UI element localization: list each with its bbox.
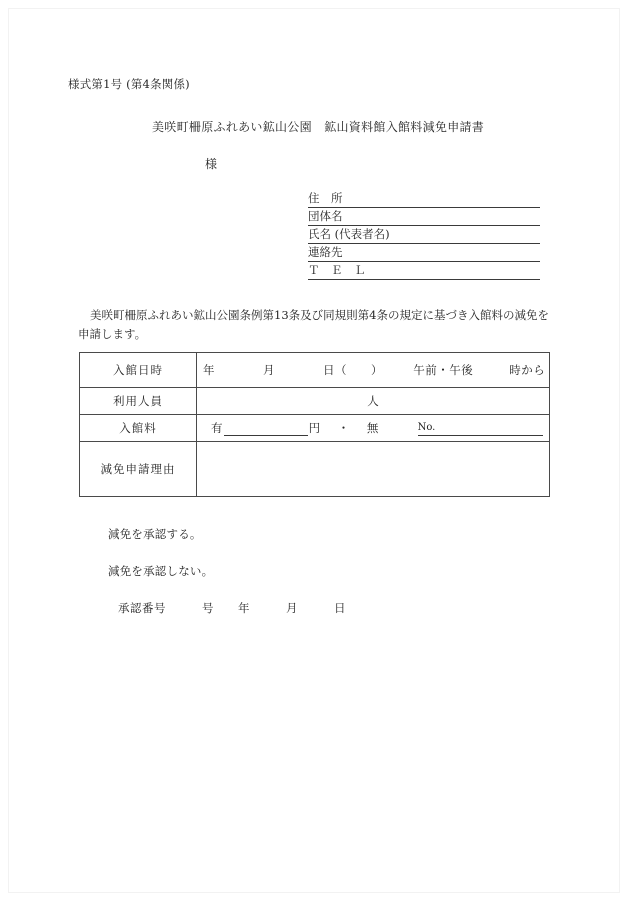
- value-admission-fee[interactable]: [197, 415, 550, 442]
- label-admission-fee: 入館料: [80, 415, 197, 442]
- applicant-fields: [308, 190, 540, 280]
- label-visitor-count: 利用人員: [80, 388, 197, 415]
- table-row-reason: [80, 442, 550, 497]
- approval-denied-text: 減免を承認しない。: [108, 564, 214, 578]
- receipt-number-blank[interactable]: [435, 422, 543, 436]
- field-row-tel[interactable]: [308, 262, 540, 280]
- label-visit-datetime: 入館日時: [80, 353, 197, 388]
- table-row-visitor-count: [80, 388, 550, 415]
- field-label-address: 住 所: [308, 191, 343, 205]
- document-title: 美咲町柵原ふれあい鉱山公園 鉱山資料館入館料減免申請書: [152, 120, 485, 134]
- approval-granted-text: 減免を承認する。: [108, 527, 202, 541]
- table-row-visit-datetime: [80, 353, 550, 388]
- field-row-name[interactable]: [308, 226, 540, 244]
- value-visitor-count[interactable]: [197, 388, 550, 415]
- field-row-address[interactable]: [308, 190, 540, 208]
- field-label-name: 氏名 (代表者名): [308, 227, 390, 241]
- application-statement: 美咲町柵原ふれあい鉱山公園条例第13条及び同規則第4条の規定に基づき入館料の減免を申請します。: [78, 308, 549, 341]
- field-row-organization[interactable]: [308, 208, 540, 226]
- field-row-contact[interactable]: [308, 244, 540, 262]
- field-label-contact: 連絡先: [308, 245, 343, 259]
- field-label-organization: 団体名: [308, 209, 343, 223]
- fee-no-label: 無: [366, 421, 379, 435]
- visitor-count-unit: 人: [367, 394, 379, 408]
- table-row-admission-fee: [80, 415, 550, 442]
- admission-fee-line: [203, 420, 543, 436]
- visit-datetime-text: 年 月 日（ ） 午前・午後 時から: [203, 363, 546, 377]
- value-reason[interactable]: [197, 442, 550, 497]
- label-reason: 減免申請理由: [80, 442, 197, 497]
- addressee-honorific: 様: [205, 157, 218, 171]
- application-table: [79, 352, 550, 497]
- fee-amount-blank[interactable]: [224, 422, 308, 436]
- approval-number-line: 承認番号 号 年 月 日: [118, 601, 346, 615]
- fee-separator: ・: [337, 421, 350, 435]
- field-label-tel: Ｔ Ｅ Ｌ: [308, 263, 366, 277]
- fee-unit-label: 円: [308, 421, 321, 435]
- receipt-number-label: No.: [418, 422, 436, 436]
- form-number: 様式第1号 (第4条関係): [68, 77, 190, 91]
- fee-yes-label: 有: [211, 421, 223, 435]
- value-visit-datetime[interactable]: [197, 353, 550, 388]
